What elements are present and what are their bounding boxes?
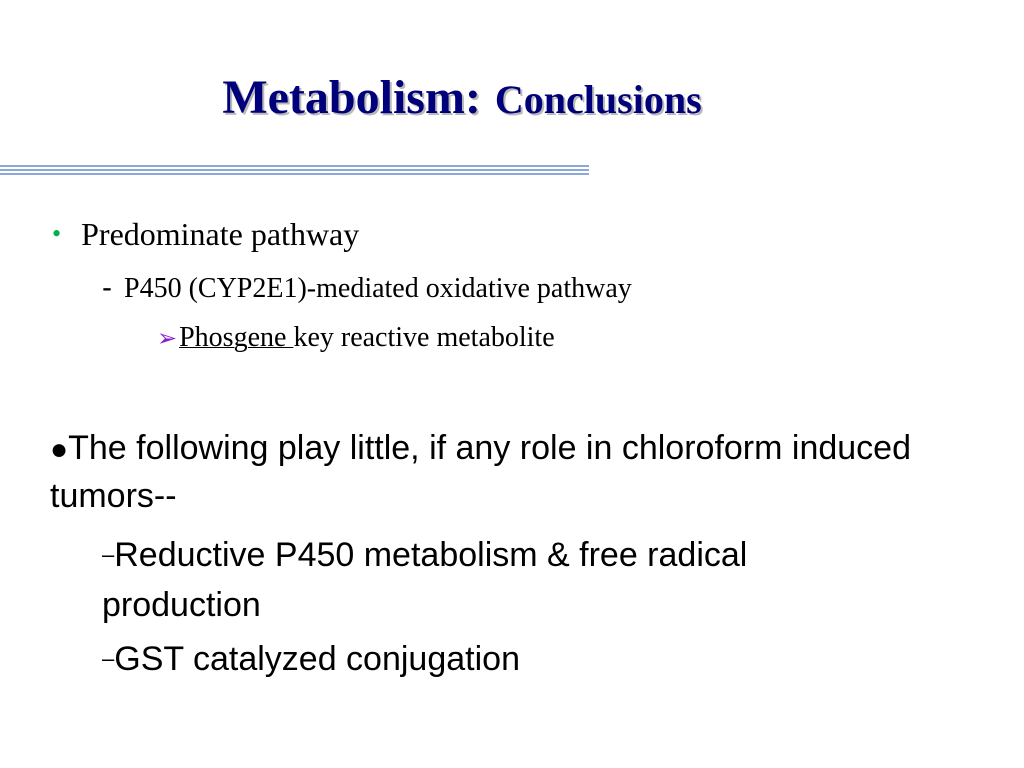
sub-bullet-reductive-p450: [102, 532, 902, 628]
slide-title: [0, 70, 924, 125]
title-rule: [0, 169, 589, 171]
sub-bullet-text: Reductive P450 metabolism & free radical production: [102, 536, 748, 624]
sub-bullet-text: P450 (CYP2E1)-mediated oxidative pathway: [124, 273, 632, 304]
sub-bullet-gst: [102, 636, 520, 686]
title-rule: [0, 173, 589, 175]
dash-marker: –: [102, 542, 115, 567]
arrow-bullet-icon: ➢: [157, 326, 178, 352]
phosgene-underlined: Phosgene: [179, 322, 294, 353]
sub-sub-bullet-text: key reactive metabolite: [293, 322, 555, 353]
sub-bullet-text: GST catalyzed conjugation: [114, 640, 520, 678]
sub-sub-bullet-phosgene: [157, 322, 555, 354]
title-main: Metabolism:: [222, 71, 481, 124]
bullet-text: The following play little, if any role in chloroform induced tumors--: [50, 429, 911, 515]
dash-marker: –: [102, 646, 115, 671]
title-sub: Conclusions: [494, 77, 702, 122]
title-rule: [0, 165, 589, 167]
sub-bullet-p450: [102, 271, 632, 305]
dash-marker: -: [102, 271, 112, 304]
bullet-dot-icon: •: [52, 219, 62, 248]
bullet-following-play-little: [50, 425, 950, 519]
bullet-predominate-pathway: [52, 216, 359, 253]
bullet-circle-icon: ●: [50, 433, 69, 466]
bullet-text: Predominate pathway: [81, 216, 360, 252]
